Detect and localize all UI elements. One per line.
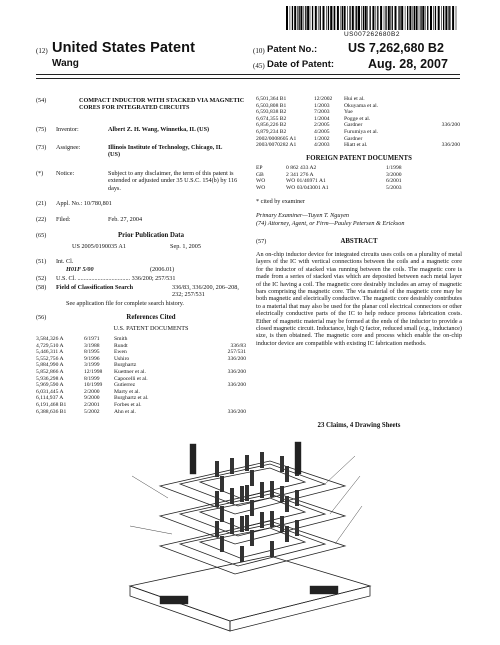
- date-code: (45): [253, 62, 265, 70]
- reference-cell: 6,388,636 B1: [36, 408, 67, 415]
- barcode-bar: [337, 6, 339, 30]
- patent-date: Aug. 28, 2007: [368, 57, 448, 71]
- barcode-bar: [286, 6, 288, 30]
- reference-row: [256, 172, 462, 179]
- reference-cell: 2002/0008605 A1: [256, 135, 297, 142]
- barcode-bar: [376, 6, 377, 30]
- barcode-bar: [390, 6, 391, 30]
- assignee-label: Assignee:: [56, 144, 81, 151]
- barcode-bar: [330, 6, 332, 30]
- barcode-bar: [349, 6, 350, 30]
- reference-cell: 336/200: [441, 142, 460, 149]
- barcode-bar: [398, 6, 399, 30]
- reference-row: [36, 395, 248, 402]
- prior-code: (65): [36, 232, 47, 239]
- drawing-via: [245, 485, 249, 501]
- reference-cell: 2003/0070282 A1: [256, 142, 297, 149]
- reference-cell: Furumiya et al.: [344, 128, 379, 135]
- barcode-bar: [290, 6, 291, 30]
- barcode-bar: [333, 6, 334, 30]
- reference-cell: 257/531: [227, 349, 246, 356]
- reference-row: [256, 122, 462, 129]
- reference-cell: Pogge et al.: [344, 115, 371, 122]
- barcode-bar: [342, 6, 343, 30]
- barcode-bar: [370, 6, 371, 30]
- attorney: (74) Attorney, Agent, or Firm—Pauley Petersen & Erickson: [256, 220, 405, 227]
- drawing-via: [285, 466, 289, 482]
- reference-cell: [424, 116, 460, 123]
- drawing-via: [215, 491, 219, 507]
- drawing-via: [270, 541, 274, 557]
- drawing-via: [260, 512, 264, 528]
- reference-cell: 2 341 276 A: [286, 171, 314, 178]
- date-label: Date of Patent:: [267, 59, 335, 70]
- intcl-code: (51): [36, 258, 47, 265]
- foreign-docs-title: FOREIGN PATENT DOCUMENTS: [306, 155, 412, 162]
- reference-cell: Okuyama et al.: [344, 102, 379, 109]
- field-note: See application file for complete search history.: [66, 300, 184, 307]
- reference-cell: 336/200: [227, 368, 246, 375]
- barcode-bar: [433, 6, 434, 30]
- filed-code: (22): [36, 216, 47, 223]
- reference-cell: 12/2002: [314, 96, 333, 102]
- reference-cell: 5,852,866 A: [36, 368, 64, 375]
- barcode-bar: [320, 6, 321, 30]
- drawing-via: [215, 461, 219, 477]
- reference-cell: 5,552,756 A: [36, 355, 64, 362]
- notice-code: (*): [36, 170, 44, 177]
- reference-cell: WO: [256, 184, 266, 191]
- reference-cell: EP: [256, 165, 263, 171]
- reference-cell: Burghartz et al.: [114, 395, 149, 402]
- appl-value: Appl. No.: 10/780,801: [56, 200, 112, 207]
- reference-cell: 7/2003: [314, 109, 330, 116]
- notice-value: Subject to any disclaimer, the term of this patent is extended or adjusted under 35 U.S.C. 154(b) by 116 days.: [108, 170, 238, 192]
- patent-no-code: (10): [253, 47, 265, 55]
- patent-country-title: United States Patent: [52, 40, 195, 56]
- reference-cell: 4,729,510 A: [36, 342, 64, 349]
- barcode-bar: [323, 6, 325, 30]
- reference-cell: 5/2002: [84, 408, 100, 415]
- barcode-bar: [413, 6, 414, 30]
- reference-cell: 9/2000: [84, 395, 100, 402]
- us-docs-title: U.S. PATENT DOCUMENTS: [113, 325, 189, 332]
- barcode-bar: [315, 6, 317, 30]
- drawing-via: [250, 500, 254, 516]
- drawing-via: [260, 482, 264, 498]
- reference-row: [36, 356, 248, 363]
- reference-cell: GB: [256, 171, 264, 178]
- barcode-bar: [352, 6, 354, 30]
- barcode-bar: [300, 6, 302, 30]
- barcode-bar: [443, 6, 444, 30]
- barcode-number: US007262680B2: [343, 31, 400, 38]
- reference-cell: 8/1995: [84, 349, 100, 356]
- barcode-bar: [392, 6, 393, 30]
- reference-cell: 2/2005: [314, 122, 330, 129]
- reference-row: [36, 382, 248, 389]
- reference-cell: 336/200: [227, 382, 246, 389]
- reference-cell: 336/200: [227, 355, 246, 362]
- reference-cell: 6,503,808 B1: [256, 102, 287, 109]
- barcode-bar: [328, 6, 329, 30]
- reference-cell: 1/2002: [314, 135, 330, 142]
- drawing-terminal: [295, 442, 301, 474]
- reference-row: [256, 142, 462, 149]
- drawing-via: [295, 520, 299, 536]
- prior-title: Prior Publication Data: [118, 232, 184, 239]
- drawing-via: [285, 526, 289, 542]
- drawing-via: [250, 530, 254, 546]
- reference-cell: WO 03/043001 A1: [286, 184, 329, 191]
- barcode-bar: [361, 6, 362, 30]
- reference-row: [256, 136, 462, 143]
- barcode-bar: [405, 6, 406, 30]
- barcode-bar: [380, 6, 382, 30]
- reference-cell: 12/1998: [84, 368, 103, 375]
- reference-cell: 6,593,838 B2: [256, 109, 287, 116]
- reference-cell: 4/2003: [314, 142, 330, 149]
- barcode-bar: [385, 6, 386, 30]
- reference-cell: 2/2001: [84, 401, 100, 408]
- barcode-bar: [430, 6, 432, 30]
- barcode-bar: [416, 6, 418, 30]
- barcode-bar: [427, 6, 428, 30]
- reference-cell: Burghartz: [114, 362, 137, 369]
- cited-by-examiner: * cited by examiner: [256, 198, 305, 205]
- inventor-short: Wang: [52, 58, 79, 69]
- drawing-via: [260, 452, 264, 468]
- drawing-via: [220, 476, 224, 492]
- refs-title: References Cited: [126, 314, 176, 321]
- barcode-bar: [367, 6, 368, 30]
- reference-cell: 2/2000: [84, 388, 100, 395]
- uscl-value: U.S. Cl. .................................. 336/200; 257/531: [56, 275, 176, 282]
- intcl-date: (2006.01): [150, 266, 175, 273]
- abstract-code: (57): [256, 238, 267, 245]
- header-rule: [36, 74, 460, 79]
- reference-cell: 1/1998: [386, 165, 402, 171]
- barcode-bar: [407, 6, 408, 30]
- reference-row: [36, 369, 248, 376]
- reference-cell: Gardner: [344, 122, 363, 129]
- barcode-bar: [355, 6, 356, 30]
- barcode-bar: [347, 6, 348, 30]
- drawing-layer: [160, 521, 345, 574]
- references-continued-list: [256, 96, 462, 149]
- drawing-via: [230, 458, 234, 474]
- drawing-via: [230, 518, 234, 534]
- drawing-via: [220, 536, 224, 552]
- reference-cell: [424, 136, 460, 143]
- reference-cell: 3/1999: [84, 362, 100, 369]
- barcode-bar: [341, 6, 342, 30]
- barcode-bar: [365, 6, 367, 30]
- reference-cell: Smith: [114, 336, 128, 342]
- reference-cell: 0 862 433 A2: [286, 165, 317, 171]
- reference-cell: [206, 336, 246, 343]
- barcode-bar: [445, 6, 447, 30]
- refs-code: (56): [36, 314, 47, 321]
- reference-row: [256, 103, 462, 110]
- barcode-bar: [334, 6, 335, 30]
- reference-cell: WO: [256, 178, 266, 185]
- reference-row: [36, 349, 248, 356]
- reference-row: [256, 178, 462, 185]
- barcode-bar: [384, 6, 385, 30]
- reference-cell: Ewen: [114, 349, 127, 356]
- barcode-bar: [448, 6, 449, 30]
- uscl-code: (52): [36, 275, 47, 282]
- barcode-bar: [318, 6, 319, 30]
- filed-value: Feb. 27, 2004: [108, 216, 143, 223]
- reference-row: [256, 109, 462, 116]
- barcode-bar: [356, 6, 357, 30]
- reference-cell: 6,031,445 A: [36, 388, 64, 395]
- abstract-title: ABSTRACT: [340, 238, 378, 245]
- reference-cell: 10/1999: [84, 382, 103, 389]
- drawing-via: [280, 456, 284, 472]
- reference-row: [36, 389, 248, 396]
- reference-cell: Ahn et al.: [114, 408, 136, 415]
- foreign-references-list: [256, 165, 462, 191]
- barcode-bar: [358, 6, 360, 30]
- drawing-via: [220, 506, 224, 522]
- reference-cell: 336/200: [441, 122, 460, 129]
- barcode-bar: [419, 6, 420, 30]
- assignee-code: (73): [36, 144, 47, 151]
- reference-cell: 5/2003: [386, 184, 402, 191]
- barcode-bar: [304, 6, 305, 30]
- drawing-via: [240, 486, 244, 502]
- reference-cell: [206, 395, 246, 402]
- barcode-bar: [377, 6, 378, 30]
- field-label: Field of Classification Search: [56, 284, 134, 291]
- reference-cell: [424, 109, 460, 116]
- inventor-label: Inventor:: [56, 126, 79, 133]
- drawing-via: [280, 516, 284, 532]
- barcode-bar: [294, 6, 296, 30]
- barcode-bar: [422, 6, 424, 30]
- barcode-bar: [297, 6, 298, 30]
- assignee-value: Illinois Institute of Technology, Chicago, IL (US): [108, 144, 222, 159]
- barcode-bar: [452, 6, 454, 30]
- reference-row: [256, 96, 462, 103]
- reference-cell: 3,584,326 A: [36, 336, 64, 342]
- reference-row: [36, 336, 248, 343]
- reference-cell: 6,191,468 B1: [36, 401, 67, 408]
- barcode-bar: [388, 6, 390, 30]
- drawing-via: [245, 515, 249, 531]
- drawing-via: [285, 496, 289, 512]
- barcode-bar: [326, 6, 327, 30]
- drawing-terminal: [190, 444, 196, 474]
- reference-cell: Yue: [344, 109, 353, 116]
- reference-cell: Rundt: [114, 342, 128, 349]
- reference-cell: Capocelli et al.: [114, 375, 148, 382]
- barcode-bar: [344, 6, 346, 30]
- barcode-bar: [414, 6, 415, 30]
- field-value: 336/83, 336/200, 206–208, 232; 257/531: [172, 284, 239, 299]
- barcode-bar: [310, 6, 311, 30]
- reference-row: [36, 343, 248, 350]
- barcode-bar: [395, 6, 397, 30]
- drawing-via: [215, 521, 219, 537]
- barcode-bar: [372, 6, 374, 30]
- appl-code: (21): [36, 200, 47, 207]
- barcode-bar: [435, 6, 436, 30]
- reference-row: [36, 376, 248, 383]
- reference-cell: [424, 103, 460, 110]
- barcode-bar: [292, 6, 293, 30]
- barcode-bar: [363, 6, 364, 30]
- us-references-list: [36, 336, 248, 415]
- reference-cell: 5,969,590 A: [36, 382, 64, 389]
- reference-cell: 1/2004: [314, 115, 330, 122]
- claims-sheets: 23 Claims, 4 Drawing Sheets: [317, 422, 401, 429]
- reference-cell: [424, 129, 460, 136]
- patent-no-label: Patent No.:: [267, 44, 318, 55]
- country-code: (12): [36, 47, 48, 55]
- reference-cell: [206, 402, 246, 409]
- reference-cell: 6/1971: [84, 336, 100, 342]
- reference-cell: Forbes et al.: [114, 401, 142, 408]
- reference-cell: 336/83: [230, 342, 246, 349]
- drawing-via: [295, 490, 299, 506]
- inventor-value: Albert Z. H. Wang, Winnetka, IL (US): [108, 126, 210, 133]
- barcode-bar: [305, 6, 306, 30]
- inventor-code: (75): [36, 126, 47, 133]
- reference-cell: 6,114,937 A: [36, 395, 64, 402]
- reference-cell: [206, 389, 246, 396]
- primary-examiner: Primary Examiner—Tuyen T. Nguyen: [256, 212, 350, 219]
- barcode-bar: [409, 6, 411, 30]
- reference-cell: 6,501,364 B1: [256, 96, 287, 102]
- barcode-image: [286, 6, 458, 30]
- reference-cell: Gardner: [344, 135, 363, 142]
- reference-cell: 4/2005: [314, 128, 330, 135]
- reference-cell: Hui et al.: [344, 96, 365, 102]
- reference-cell: Kuettner et al.: [114, 368, 146, 375]
- reference-row: [256, 165, 462, 172]
- drawing-via-stacks: [215, 452, 299, 562]
- barcode-bar: [401, 6, 403, 30]
- filed-label: Filed:: [56, 216, 71, 223]
- title-code: (54): [36, 97, 47, 104]
- reference-cell: WO 01/46971 A1: [286, 178, 326, 185]
- barcode-bar: [449, 6, 450, 30]
- barcode-bar: [307, 6, 309, 30]
- reference-cell: 8/1999: [84, 375, 100, 382]
- reference-row: [36, 362, 248, 369]
- reference-cell: 6/2001: [386, 178, 402, 185]
- reference-row: [36, 409, 248, 416]
- notice-label: Notice:: [56, 170, 75, 177]
- reference-cell: 9/1996: [84, 355, 100, 362]
- barcode-bar: [441, 6, 442, 30]
- field-code: (58): [36, 284, 47, 291]
- drawing-via: [240, 516, 244, 532]
- intcl-class: H01F 5/00: [66, 266, 94, 273]
- reference-cell: 5,936,298 A: [36, 375, 64, 382]
- drawing-via: [270, 511, 274, 527]
- patent-drawing-figure: [120, 436, 390, 641]
- prior-publication: US 2005/0190035 A1: [72, 243, 126, 250]
- barcode-bar: [425, 6, 426, 30]
- drawing-via: [230, 488, 234, 504]
- prior-date: Sep. 1, 2005: [170, 243, 201, 250]
- reference-cell: 6,879,234 B2: [256, 128, 287, 135]
- reference-cell: [206, 362, 246, 369]
- invention-title: COMPACT INDUCTOR WITH STACKED VIA MAGNETIC CORES FOR INTEGRATED CIRCUITS: [79, 97, 245, 112]
- drawing-via: [280, 486, 284, 502]
- reference-cell: [424, 96, 460, 103]
- drawing-via: [270, 481, 274, 497]
- barcode-bar: [399, 6, 400, 30]
- patent-number: US 7,262,680 B2: [348, 41, 444, 55]
- reference-cell: Hiatt et al.: [344, 142, 368, 149]
- reference-cell: [206, 376, 246, 383]
- reference-cell: Gutierrez: [114, 382, 136, 389]
- reference-row: [256, 185, 462, 192]
- reference-cell: 1/2003: [314, 102, 330, 109]
- reference-row: [256, 129, 462, 136]
- reference-cell: Marty et al.: [114, 388, 140, 395]
- intcl-label: Int. Cl.: [56, 258, 74, 265]
- reference-cell: 6,856,226 B2: [256, 122, 287, 129]
- reference-row: [36, 402, 248, 409]
- reference-cell: Ushiro: [114, 355, 130, 362]
- barcode-bar: [312, 6, 313, 30]
- drawing-via: [250, 470, 254, 486]
- barcode-bar: [456, 6, 457, 30]
- reference-cell: 5,446,311 A: [36, 349, 64, 356]
- reference-cell: 5,884,990 A: [36, 362, 64, 369]
- barcode-bar: [420, 6, 421, 30]
- reference-cell: 3/1988: [84, 342, 100, 349]
- reference-cell: 3/2000: [386, 171, 402, 178]
- drawing-via: [245, 455, 249, 471]
- drawing-via: [240, 546, 244, 562]
- reference-row: [256, 116, 462, 123]
- abstract-body: An on-chip inductor device for integrated circuits uses coils on a plurality of metal layers of the IC with vertical connections between the coils and a magnetic core for the inductor of stacked vias running between the coils. The magnetic core is made from a series of stacked vias which are deposited between each metal layer of the IC having a coil. The magnetic core desirably includes an array of magnetic bars comprising the magnetic core. The via material of the magnetic core may be both magnetic and electrically conductive. The magnetic core desirably contributes to a material that may also be used for the planar coil electrical connectors or other electrically conductive parts of the IC to help reduce process fabrication costs. Either of magnetic material may be formed at the ends of the inductor to provide a closed magnetic circuit. Inductance, high Q factor, reduced small (e.g., inductance) size, is then obtained. The magnetic core and process which enable the on-chip inductor device are compatible with existing IC fabrication methods.: [256, 251, 462, 347]
- reference-cell: 336/200: [227, 408, 246, 415]
- barcode-bar: [438, 6, 440, 30]
- barcode-bar: [299, 6, 300, 30]
- reference-cell: 6,674,355 B2: [256, 115, 287, 122]
